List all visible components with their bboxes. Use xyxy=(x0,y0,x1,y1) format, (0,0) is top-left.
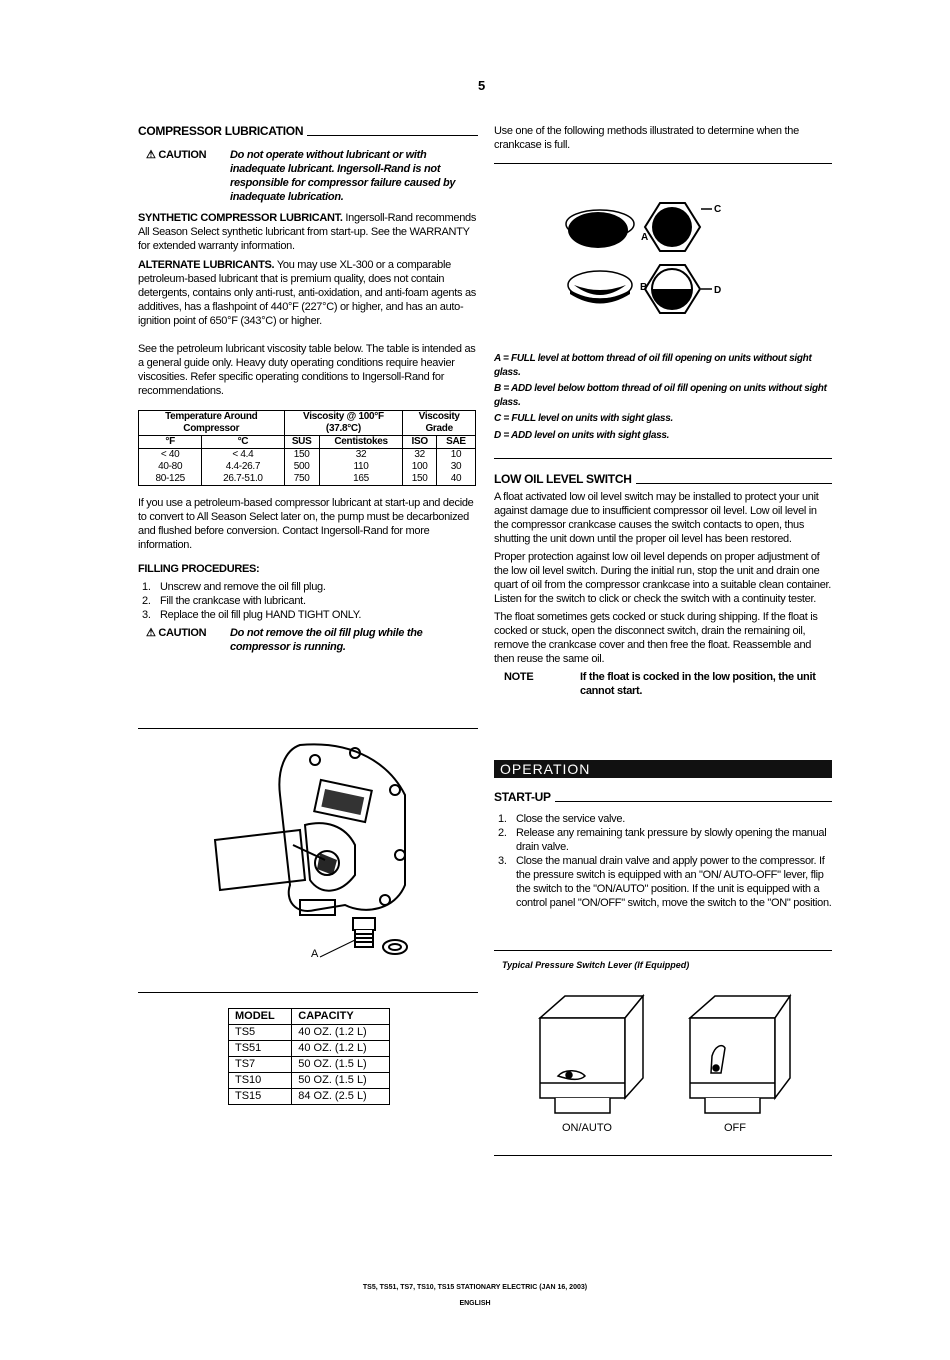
synthetic-label: SYNTHETIC COMPRESSOR LUBRICANT. xyxy=(138,212,343,224)
legend-item-d: D = ADD level on units with sight glass. xyxy=(494,429,670,441)
table-cell: TS15 xyxy=(229,1089,292,1105)
legend-item-a: A = FULL level at bottom thread of oil fill opening on units without sight glass. xyxy=(494,353,812,378)
right-column xyxy=(494,124,834,152)
divider xyxy=(494,458,832,459)
crankcase-fill-plug-illustration xyxy=(205,735,435,970)
list-item xyxy=(494,854,832,910)
legend-item-b: B = ADD level below bottom thread of oil fill opening on units without sight glass. xyxy=(494,383,827,408)
table-cell: 100 xyxy=(403,461,437,473)
sub-c: °C xyxy=(202,436,284,449)
figure-label-a: A xyxy=(311,948,319,960)
step-text: Close the service valve. xyxy=(516,813,625,825)
step-number: 3. xyxy=(498,855,507,867)
table-row xyxy=(229,1057,390,1073)
oil-level-legend xyxy=(494,352,834,442)
crankcase-intro: Use one of the following methods illustrated to determine when the crankcase is full. xyxy=(494,125,799,151)
table-cell: 32 xyxy=(403,449,437,462)
startup-section xyxy=(494,790,832,910)
footer-language: ENGLISH xyxy=(459,1300,491,1307)
table-cell: < 40 xyxy=(139,449,202,462)
table-cell: TS10 xyxy=(229,1073,292,1089)
step-text: Fill the crankcase with lubricant. xyxy=(160,595,306,607)
table-row xyxy=(229,1041,390,1057)
header-temperature: Temperature Around Compressor xyxy=(139,411,285,436)
table-cell: 40 OZ. (1.2 L) xyxy=(292,1041,390,1057)
list-item xyxy=(138,594,478,608)
table-cell: 10 xyxy=(436,449,475,462)
table-cell: 40-80 xyxy=(139,461,202,473)
compressor-lubrication-heading xyxy=(138,124,478,138)
sub-centistokes: Centistokes xyxy=(319,436,403,449)
header-grade: Viscosity Grade xyxy=(403,411,476,436)
caution-text: Do not remove the oil fill plug while the compressor is running. xyxy=(230,627,423,653)
heading-text: COMPRESSOR LUBRICATION xyxy=(138,124,304,138)
header-capacity: CAPACITY xyxy=(292,1009,390,1025)
legend-item-c: C = FULL level on units with sight glass. xyxy=(494,413,673,424)
table-cell: 26.7-51.0 xyxy=(202,473,284,486)
viscosity-table-header xyxy=(139,411,476,436)
divider xyxy=(494,163,832,164)
filling-heading: FILLING PROCEDURES: xyxy=(138,563,260,575)
step-text: Unscrew and remove the oil fill plug. xyxy=(160,581,326,593)
operation-section-bar: OPERATION xyxy=(494,760,832,778)
sub-sus: SUS xyxy=(284,436,319,449)
list-item xyxy=(138,608,478,622)
note-block xyxy=(494,670,832,698)
switch-caption: Typical Pressure Switch Lever (If Equipped) xyxy=(502,960,690,970)
startup-heading xyxy=(494,790,832,804)
step-text: Close the manual drain valve and apply power to the compressor. If the pressure switch is equipped with an "ON/ AUTO-OFF" lever, flip the switch to the "ON/AUTO" position. If the unit is equipped with a control panel "ON/OFF" switch, move the switch to the "ON" position. xyxy=(516,855,832,909)
caution-label: ⚠ CAUTION xyxy=(146,627,207,639)
header-viscosity: Viscosity @ 100°F (37.8°C) xyxy=(284,411,403,436)
low-oil-paragraph-1: A float activated low oil level switch may be installed to protect your unit against damage due to insufficient compressor oil level. Low oil level in the compressor crankcase causes the switch contacts to open, thus shutting the unit down until the proper oil level has been restored. xyxy=(494,491,819,545)
table-cell: 4.4-26.7 xyxy=(202,461,284,473)
heading-text: LOW OIL LEVEL SWITCH xyxy=(494,472,632,486)
diagram-label-a: A xyxy=(641,232,649,243)
divider xyxy=(494,950,832,951)
sub-sae: SAE xyxy=(436,436,475,449)
note-text: If the float is cocked in the low position, the unit cannot start. xyxy=(580,671,816,697)
table-cell: 84 OZ. (2.5 L) xyxy=(292,1089,390,1105)
table-cell: 80-125 xyxy=(139,473,202,486)
conversion-paragraph: If you use a petroleum-based compressor lubricant at start-up and decide to convert to All Season Select later on, the pump must be decarbonized and flushed before conversion. Contact Ingersoll-Rand for more information. xyxy=(138,497,474,551)
divider xyxy=(138,992,478,993)
capacity-table xyxy=(228,1008,390,1105)
heading-text: START-UP xyxy=(494,790,551,804)
table-cell: 30 xyxy=(436,461,475,473)
left-column xyxy=(138,124,478,654)
synthetic-text: Ingersoll-Rand recommends All Season Select synthetic lubricant from start-up. See the WARRANTY for extended warranty information. xyxy=(138,212,477,252)
divider xyxy=(138,728,478,729)
oil-level-full-no-glass-icon xyxy=(568,212,628,248)
step-text: Release any remaining tank pressure by slowly opening the manual drain valve. xyxy=(516,827,827,853)
caution-label: ⚠ CAUTION xyxy=(146,149,207,161)
step-number: 1. xyxy=(142,581,151,593)
caution-block-lubricant xyxy=(138,148,478,204)
synthetic-paragraph xyxy=(138,211,478,253)
low-oil-paragraph-2: Proper protection against low oil level depends on proper adjustment of the low oil level switch. During the initial run, stop the unit and drain one quart of oil from the compressor crankcase into a suitable clean container. Listen for the switch to click or check the switch with a continuity tester. xyxy=(494,551,832,605)
table-row xyxy=(229,1025,390,1041)
viscosity-table-subheader xyxy=(139,436,476,449)
diagram-label-d: D xyxy=(714,285,722,296)
caution-block-fill-plug xyxy=(138,626,478,654)
diagram-label-b: B xyxy=(640,282,648,293)
table-cell: 165 xyxy=(319,473,403,486)
caution-text: Do not operate without lubricant or with inadequate lubricant. Ingersoll-Rand is not responsible for compressor failure caused by inadequate lubrication. xyxy=(230,149,456,203)
step-number: 1. xyxy=(498,813,507,825)
capacity-table-header xyxy=(229,1009,390,1025)
header-model: MODEL xyxy=(229,1009,292,1025)
note-label: NOTE xyxy=(504,671,534,683)
list-item xyxy=(494,812,832,826)
alternate-label: ALTERNATE LUBRICANTS. xyxy=(138,259,275,271)
low-oil-heading xyxy=(494,472,832,486)
table-cell: TS7 xyxy=(229,1057,292,1073)
page-number: 5 xyxy=(478,78,486,93)
switch-on-label: ON/AUTO xyxy=(562,1122,612,1134)
step-number: 2. xyxy=(142,595,151,607)
table-row xyxy=(229,1089,390,1105)
table-cell: 40 OZ. (1.2 L) xyxy=(292,1025,390,1041)
list-item xyxy=(494,826,832,854)
step-text: Replace the oil fill plug HAND TIGHT ONLY. xyxy=(160,609,362,621)
table-row xyxy=(139,473,476,486)
low-oil-section xyxy=(494,472,832,698)
low-oil-paragraph-3: The float sometimes gets cocked or stuck during shipping. If the float is cocked or stuck, open the disconnect switch, drain the remaining oil, remove the crankcase cover and then free the float. Reassemble and then reuse the same oil. xyxy=(494,611,818,665)
footer-model-line: TS5, TS51, TS7, TS10, TS15 STATIONARY ELECTRIC (JAN 16, 2003) xyxy=(362,1284,588,1291)
table-cell: 50 OZ. (1.5 L) xyxy=(292,1073,390,1089)
filling-steps xyxy=(138,580,478,622)
table-cell: 750 xyxy=(284,473,319,486)
table-row xyxy=(139,461,476,473)
sub-f: °F xyxy=(139,436,202,449)
switch-off-top xyxy=(690,996,790,1018)
table-cell: 50 OZ. (1.5 L) xyxy=(292,1057,390,1073)
sub-iso: ISO xyxy=(403,436,437,449)
step-number: 2. xyxy=(498,827,507,839)
viscosity-intro: See the petroleum lubricant viscosity table below. The table is intended as a general guide only. Heavy duty operating conditions require heavier viscosities. Refer specific operating conditions to Ingersoll-Rand for recommendations. xyxy=(138,343,476,397)
table-cell: 40 xyxy=(436,473,475,486)
table-cell: 150 xyxy=(403,473,437,486)
table-cell: 110 xyxy=(319,461,403,473)
table-cell: 32 xyxy=(319,449,403,462)
viscosity-table xyxy=(138,410,476,486)
table-cell: < 4.4 xyxy=(202,449,284,462)
divider xyxy=(494,1155,832,1156)
table-row xyxy=(139,449,476,462)
table-cell: 150 xyxy=(284,449,319,462)
step-number: 3. xyxy=(142,609,151,621)
table-cell: TS51 xyxy=(229,1041,292,1057)
list-item xyxy=(138,580,478,594)
pressure-switch-illustration xyxy=(525,988,795,1118)
table-cell: 500 xyxy=(284,461,319,473)
table-row xyxy=(229,1073,390,1089)
switch-off-label: OFF xyxy=(724,1122,746,1134)
table-cell: TS5 xyxy=(229,1025,292,1041)
alternate-paragraph xyxy=(138,258,478,328)
oil-level-diagram xyxy=(560,195,750,320)
alternate-text: You may use XL-300 or a comparable petroleum-based lubricant that is premium quality, does not contain detergents, contains only anti-rust, anti-oxidation, and anti-foam agents as additives, has a flashpoint of 440°F (227°C) or higher, and has an auto-ignition point of 650°F (343°C) or higher. xyxy=(138,259,476,327)
diagram-label-c: C xyxy=(714,204,722,215)
startup-steps xyxy=(494,812,832,910)
